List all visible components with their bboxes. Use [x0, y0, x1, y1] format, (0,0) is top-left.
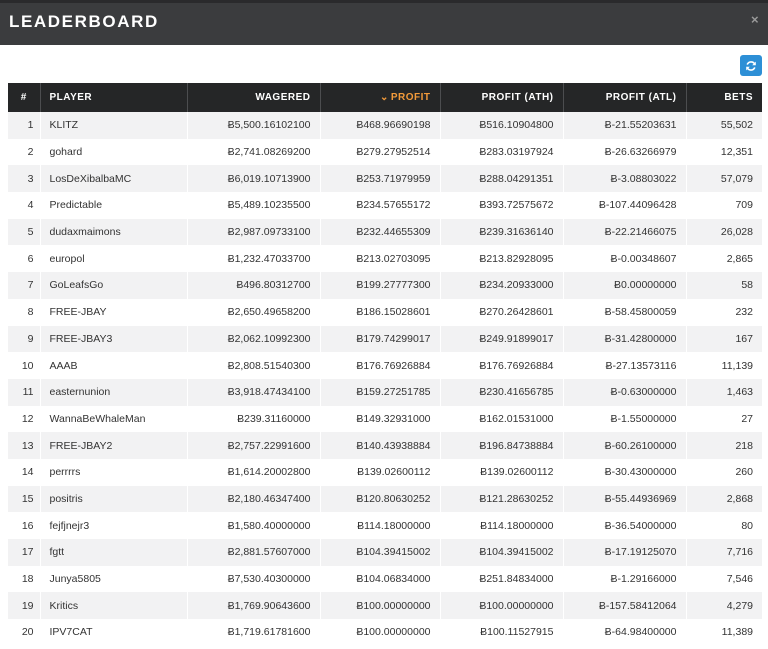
profit-cell: Ƀ104.39415002	[320, 539, 440, 566]
rank-cell: 14	[8, 459, 40, 486]
window-header	[0, 0, 768, 45]
profit-ath-cell: Ƀ139.02600112	[440, 459, 563, 486]
profit-cell: Ƀ468.96690198	[320, 112, 440, 139]
wagered-cell: Ƀ1,614.20002800	[187, 459, 320, 486]
refresh-icon	[745, 60, 757, 72]
profit-atl-cell: Ƀ-55.44936969	[563, 486, 686, 513]
profit-atl-cell: Ƀ-0.63000000	[563, 379, 686, 406]
column-label: PROFIT (ATH)	[481, 92, 554, 103]
profit-ath-cell: Ƀ114.18000000	[440, 512, 563, 539]
close-icon[interactable]: ×	[751, 12, 759, 27]
bets-cell: 4,279	[686, 592, 762, 619]
leaderboard-table	[8, 83, 762, 646]
column-header-profit-atl[interactable]	[563, 83, 686, 112]
profit-ath-cell: Ƀ100.11527915	[440, 619, 563, 646]
player-name-cell[interactable]: FREE-JBAY	[40, 299, 187, 326]
player-name-cell[interactable]: AAAB	[40, 352, 187, 379]
profit-atl-cell: Ƀ-31.42800000	[563, 326, 686, 353]
wagered-cell: Ƀ5,500.16102100	[187, 112, 320, 139]
profit-cell: Ƀ176.76926884	[320, 352, 440, 379]
profit-cell: Ƀ199.27777300	[320, 272, 440, 299]
table-row[interactable]	[8, 112, 762, 139]
table-row[interactable]	[8, 272, 762, 299]
profit-cell: Ƀ120.80630252	[320, 486, 440, 513]
bets-cell: 12,351	[686, 139, 762, 166]
table-row[interactable]	[8, 165, 762, 192]
column-label: PROFIT	[390, 92, 431, 103]
rank-cell: 18	[8, 566, 40, 593]
bets-cell: 232	[686, 299, 762, 326]
rank-cell: 11	[8, 379, 40, 406]
rank-cell: 5	[8, 219, 40, 246]
column-header-profit-ath[interactable]	[440, 83, 563, 112]
wagered-cell: Ƀ496.80312700	[187, 272, 320, 299]
profit-atl-cell: Ƀ-1.29166000	[563, 566, 686, 593]
header-top-strip	[0, 0, 768, 3]
profit-cell: Ƀ279.27952514	[320, 139, 440, 166]
rank-cell: 6	[8, 245, 40, 272]
sort-chevron-down-icon: ⌄	[379, 92, 389, 103]
profit-ath-cell: Ƀ196.84738884	[440, 432, 563, 459]
profit-atl-cell: Ƀ-1.55000000	[563, 406, 686, 433]
profit-cell: Ƀ139.02600112	[320, 459, 440, 486]
bets-cell: 7,716	[686, 539, 762, 566]
profit-atl-cell: Ƀ-36.54000000	[563, 512, 686, 539]
window-title: LEADERBOARD	[9, 12, 159, 31]
wagered-cell: Ƀ7,530.40300000	[187, 566, 320, 593]
profit-cell: Ƀ149.32931000	[320, 406, 440, 433]
table-row[interactable]	[8, 512, 762, 539]
profit-atl-cell: Ƀ-64.98400000	[563, 619, 686, 646]
profit-cell: Ƀ140.43938884	[320, 432, 440, 459]
bets-cell: 11,139	[686, 352, 762, 379]
bets-cell: 7,546	[686, 566, 762, 593]
player-name-cell[interactable]: fgtt	[40, 539, 187, 566]
table-row[interactable]	[8, 219, 762, 246]
wagered-cell: Ƀ2,180.46347400	[187, 486, 320, 513]
bets-cell: 27	[686, 406, 762, 433]
refresh-button[interactable]	[740, 55, 762, 76]
rank-cell: 8	[8, 299, 40, 326]
bets-cell: 58	[686, 272, 762, 299]
player-name-cell[interactable]: perrrrs	[40, 459, 187, 486]
table-row[interactable]	[8, 539, 762, 566]
table-row[interactable]	[8, 592, 762, 619]
player-name-cell[interactable]: dudaxmaimons	[40, 219, 187, 246]
table-row[interactable]	[8, 432, 762, 459]
column-label: #	[20, 92, 27, 103]
profit-ath-cell: Ƀ213.82928095	[440, 245, 563, 272]
bets-cell: 2,868	[686, 486, 762, 513]
rank-cell: 4	[8, 192, 40, 219]
wagered-cell: Ƀ5,489.10235500	[187, 192, 320, 219]
profit-atl-cell: Ƀ-3.08803022	[563, 165, 686, 192]
table-header-row	[8, 83, 762, 112]
bets-cell: 167	[686, 326, 762, 353]
table-row[interactable]	[8, 619, 762, 646]
profit-ath-cell: Ƀ249.91899017	[440, 326, 563, 353]
player-name-cell[interactable]: gohard	[40, 139, 187, 166]
table-row[interactable]	[8, 406, 762, 433]
table-row[interactable]	[8, 245, 762, 272]
player-name-cell[interactable]: WannaBeWhaleMan	[40, 406, 187, 433]
profit-atl-cell: Ƀ-0.00348607	[563, 245, 686, 272]
profit-ath-cell: Ƀ239.31636140	[440, 219, 563, 246]
bets-cell: 26,028	[686, 219, 762, 246]
profit-ath-cell: Ƀ104.39415002	[440, 539, 563, 566]
wagered-cell: Ƀ3,918.47434100	[187, 379, 320, 406]
column-header-profit[interactable]	[320, 83, 440, 112]
profit-cell: Ƀ114.18000000	[320, 512, 440, 539]
profit-atl-cell: Ƀ-157.58412064	[563, 592, 686, 619]
profit-cell: Ƀ100.00000000	[320, 619, 440, 646]
wagered-cell: Ƀ239.31160000	[187, 406, 320, 433]
profit-atl-cell: Ƀ-27.13573116	[563, 352, 686, 379]
rank-cell: 20	[8, 619, 40, 646]
wagered-cell: Ƀ1,769.90643600	[187, 592, 320, 619]
column-header-player[interactable]	[40, 83, 187, 112]
player-name-cell[interactable]: LosDeXibalbaMC	[40, 165, 187, 192]
profit-ath-cell: Ƀ288.04291351	[440, 165, 563, 192]
rank-cell: 13	[8, 432, 40, 459]
player-name-cell[interactable]: GoLeafsGo	[40, 272, 187, 299]
profit-cell: Ƀ234.57655172	[320, 192, 440, 219]
column-label: PROFIT (ATL)	[605, 92, 677, 103]
profit-atl-cell: Ƀ-107.44096428	[563, 192, 686, 219]
bets-cell: 11,389	[686, 619, 762, 646]
wagered-cell: Ƀ6,019.10713900	[187, 165, 320, 192]
table-row[interactable]	[8, 192, 762, 219]
profit-cell: Ƀ100.00000000	[320, 592, 440, 619]
table-row[interactable]	[8, 299, 762, 326]
profit-cell: Ƀ186.15028601	[320, 299, 440, 326]
column-label: PLAYER	[49, 92, 93, 103]
profit-cell: Ƀ213.02703095	[320, 245, 440, 272]
column-label: WAGERED	[255, 92, 311, 103]
profit-cell: Ƀ159.27251785	[320, 379, 440, 406]
profit-atl-cell: Ƀ-58.45800059	[563, 299, 686, 326]
profit-ath-cell: Ƀ100.00000000	[440, 592, 563, 619]
column-label: BETS	[724, 92, 753, 103]
player-name-cell[interactable]: positris	[40, 486, 187, 513]
wagered-cell: Ƀ2,650.49658200	[187, 299, 320, 326]
player-name-cell[interactable]: Kritics	[40, 592, 187, 619]
profit-ath-cell: Ƀ283.03197924	[440, 139, 563, 166]
wagered-cell: Ƀ1,580.40000000	[187, 512, 320, 539]
table-row[interactable]	[8, 486, 762, 513]
rank-cell: 9	[8, 326, 40, 353]
profit-ath-cell: Ƀ176.76926884	[440, 352, 563, 379]
profit-cell: Ƀ253.71979959	[320, 165, 440, 192]
player-name-cell[interactable]: FREE-JBAY3	[40, 326, 187, 353]
table-row[interactable]	[8, 139, 762, 166]
player-name-cell[interactable]: europol	[40, 245, 187, 272]
profit-ath-cell: Ƀ234.20933000	[440, 272, 563, 299]
wagered-cell: Ƀ2,987.09733100	[187, 219, 320, 246]
rank-cell: 1	[8, 112, 40, 139]
bets-cell: 80	[686, 512, 762, 539]
profit-atl-cell: Ƀ-17.19125070	[563, 539, 686, 566]
column-header-bets[interactable]	[686, 83, 762, 112]
wagered-cell: Ƀ2,881.57607000	[187, 539, 320, 566]
rank-cell: 19	[8, 592, 40, 619]
player-name-cell[interactable]: IPV7CAT	[40, 619, 187, 646]
table-row[interactable]	[8, 379, 762, 406]
profit-ath-cell: Ƀ230.41656785	[440, 379, 563, 406]
rank-cell: 15	[8, 486, 40, 513]
rank-cell: 7	[8, 272, 40, 299]
rank-cell: 10	[8, 352, 40, 379]
profit-atl-cell: Ƀ-30.43000000	[563, 459, 686, 486]
wagered-cell: Ƀ1,719.61781600	[187, 619, 320, 646]
player-name-cell[interactable]: Predictable	[40, 192, 187, 219]
profit-ath-cell: Ƀ162.01531000	[440, 406, 563, 433]
bets-cell: 2,865	[686, 245, 762, 272]
table-row[interactable]	[8, 566, 762, 593]
profit-atl-cell: Ƀ-60.26100000	[563, 432, 686, 459]
rank-cell: 17	[8, 539, 40, 566]
profit-ath-cell: Ƀ121.28630252	[440, 486, 563, 513]
player-name-cell[interactable]: KLITZ	[40, 112, 187, 139]
bets-cell: 55,502	[686, 112, 762, 139]
bets-cell: 57,079	[686, 165, 762, 192]
rank-cell: 2	[8, 139, 40, 166]
rank-cell: 16	[8, 512, 40, 539]
wagered-cell: Ƀ2,808.51540300	[187, 352, 320, 379]
profit-ath-cell: Ƀ516.10904800	[440, 112, 563, 139]
table-row[interactable]	[8, 326, 762, 353]
table-row[interactable]	[8, 352, 762, 379]
player-name-cell[interactable]: Junya5805	[40, 566, 187, 593]
profit-ath-cell: Ƀ251.84834000	[440, 566, 563, 593]
wagered-cell: Ƀ2,741.08269200	[187, 139, 320, 166]
wagered-cell: Ƀ2,062.10992300	[187, 326, 320, 353]
profit-cell: Ƀ104.06834000	[320, 566, 440, 593]
bets-cell: 1,463	[686, 379, 762, 406]
profit-atl-cell: Ƀ-22.21466075	[563, 219, 686, 246]
profit-ath-cell: Ƀ270.26428601	[440, 299, 563, 326]
rank-cell: 12	[8, 406, 40, 433]
player-name-cell[interactable]: easternunion	[40, 379, 187, 406]
profit-atl-cell: Ƀ-26.63266979	[563, 139, 686, 166]
profit-cell: Ƀ232.44655309	[320, 219, 440, 246]
bets-cell: 709	[686, 192, 762, 219]
profit-atl-cell: Ƀ-21.55203631	[563, 112, 686, 139]
bets-cell: 260	[686, 459, 762, 486]
wagered-cell: Ƀ2,757.22991600	[187, 432, 320, 459]
rank-cell: 3	[8, 165, 40, 192]
table-row[interactable]	[8, 459, 762, 486]
profit-cell: Ƀ179.74299017	[320, 326, 440, 353]
column-header-rank[interactable]	[8, 83, 40, 112]
profit-atl-cell: Ƀ0.00000000	[563, 272, 686, 299]
wagered-cell: Ƀ1,232.47033700	[187, 245, 320, 272]
column-header-wagered[interactable]	[187, 83, 320, 112]
player-name-cell[interactable]: fejfjnejr3	[40, 512, 187, 539]
player-name-cell[interactable]: FREE-JBAY2	[40, 432, 187, 459]
bets-cell: 218	[686, 432, 762, 459]
profit-ath-cell: Ƀ393.72575672	[440, 192, 563, 219]
